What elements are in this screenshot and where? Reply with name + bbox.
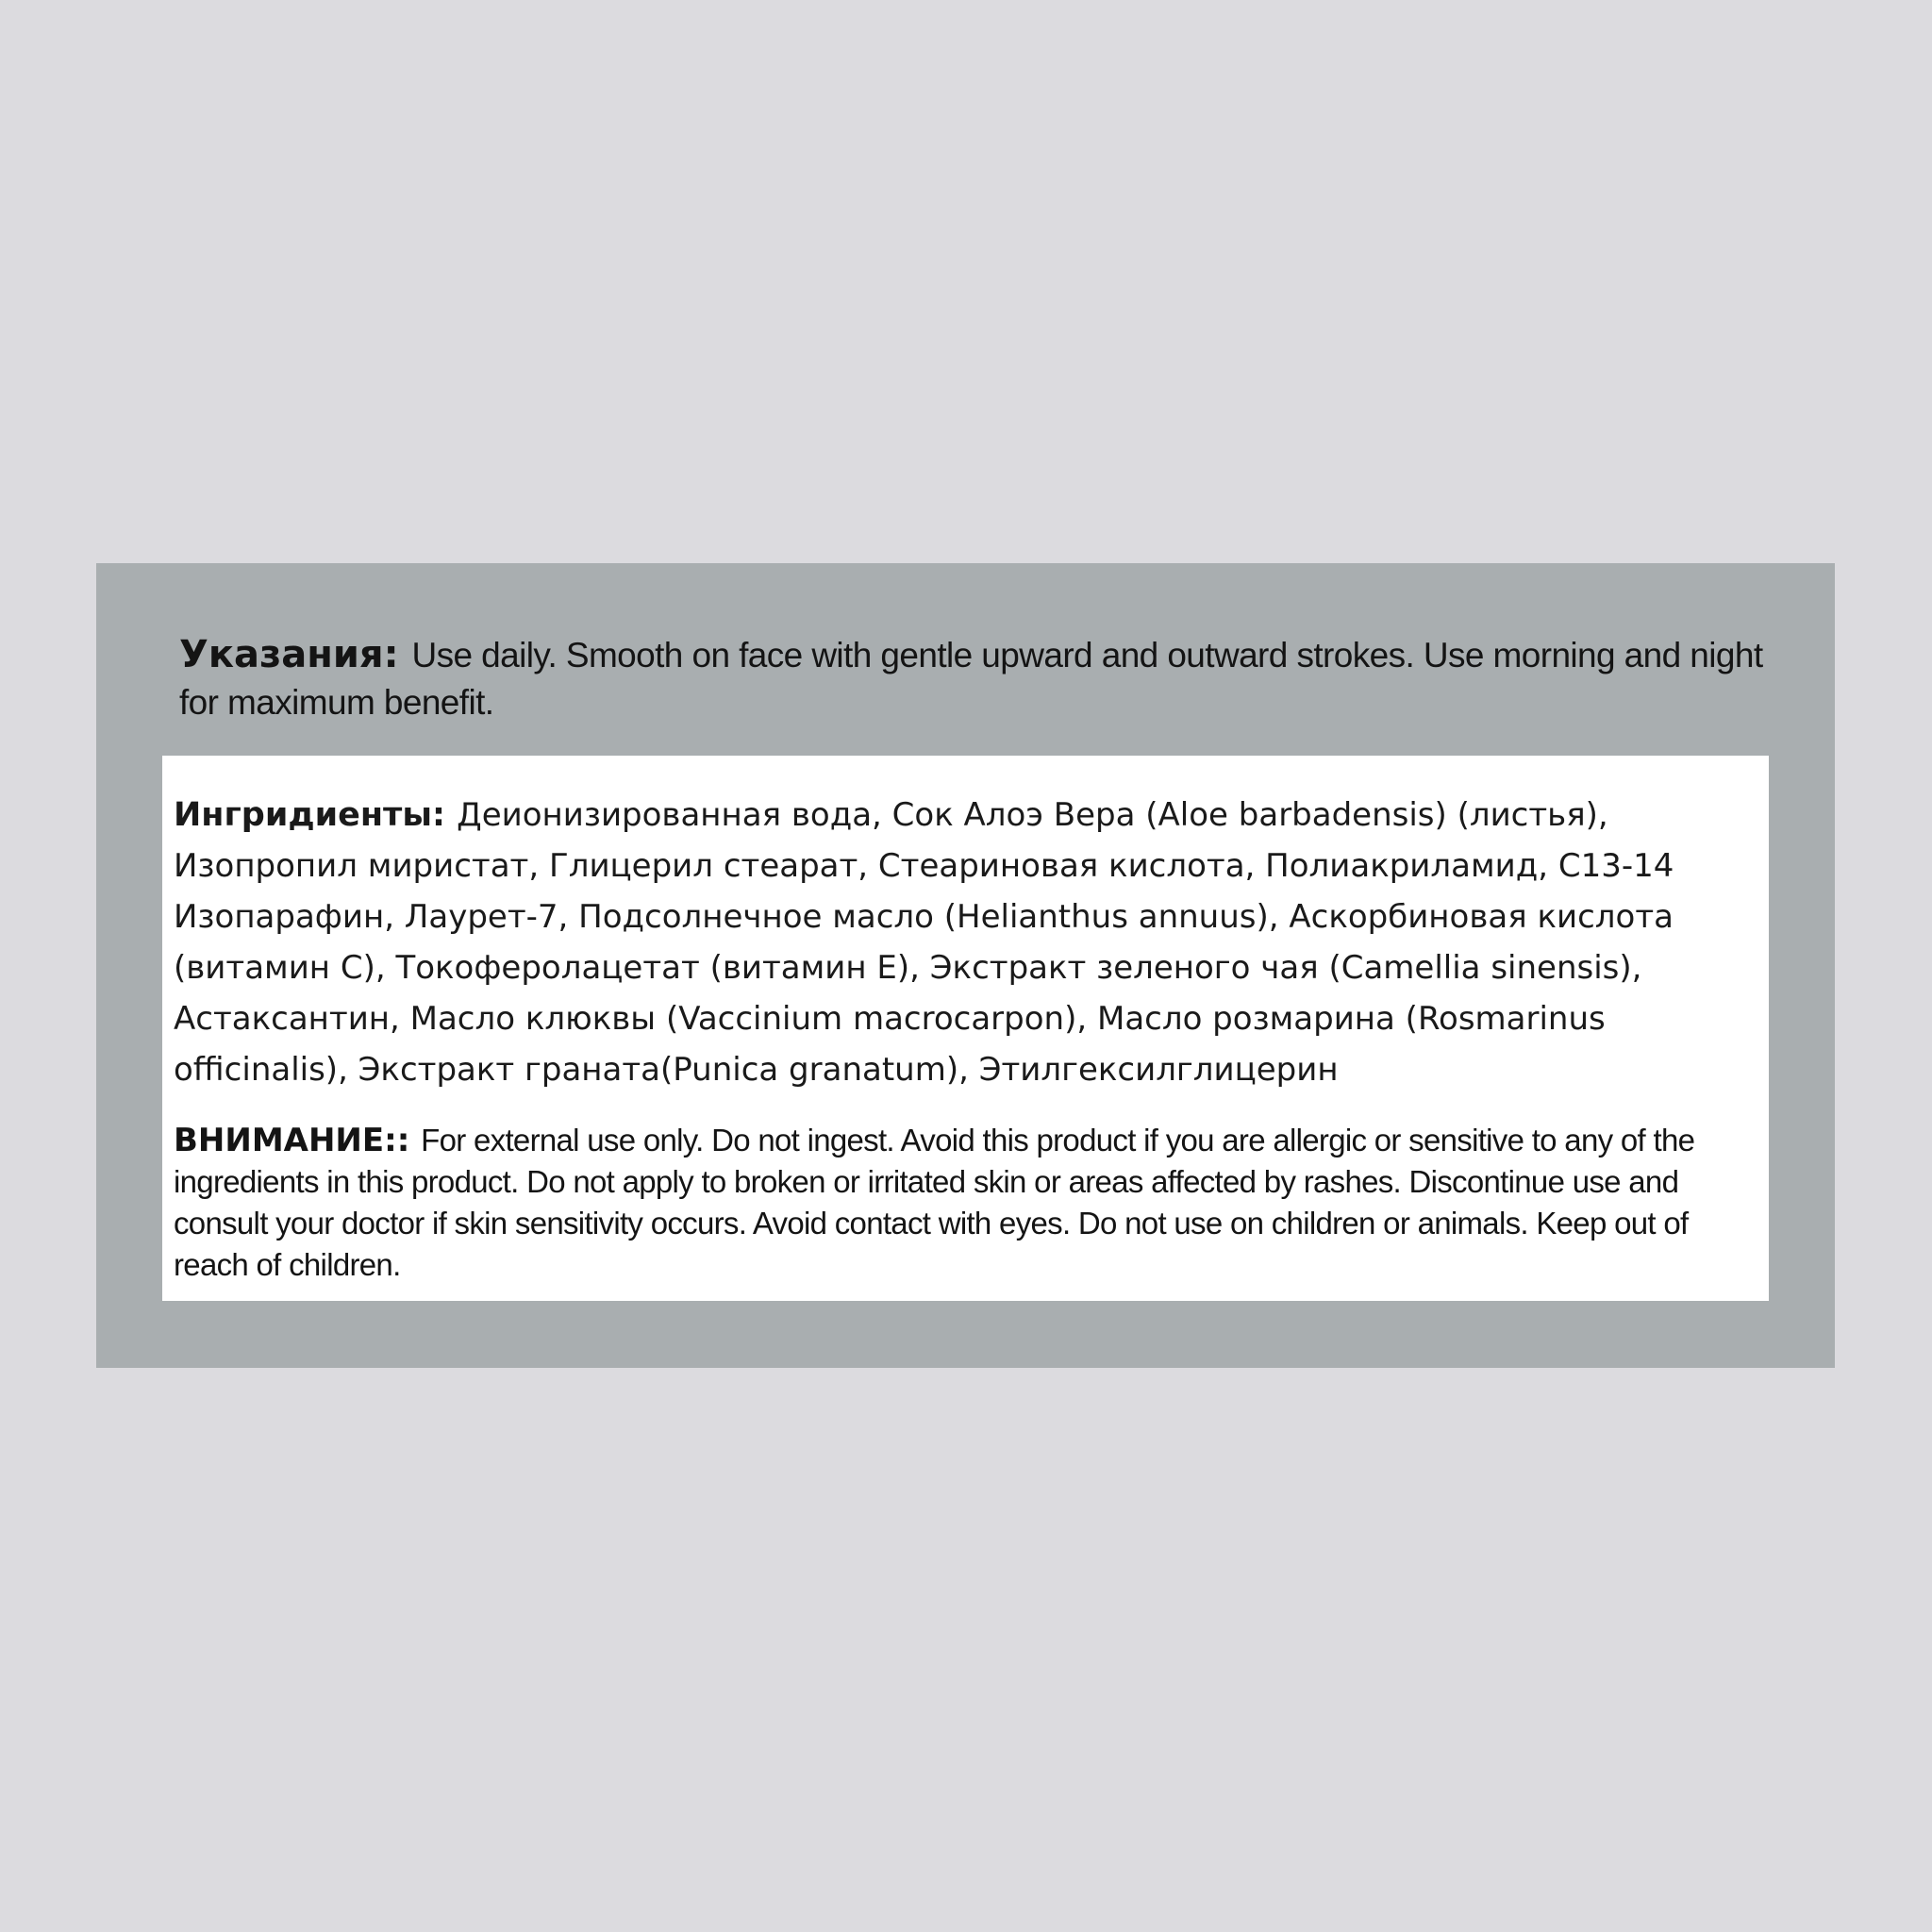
ingredients-warning-box: [162, 756, 1769, 1301]
directions-label: Указания:: [179, 633, 412, 676]
directions-text: Use daily. Smooth on face with gentle upward and outward strokes. Use morning and night for maximum benefit.: [179, 636, 1763, 722]
ingredients-section: [174, 790, 1758, 1095]
ingredients-text: Деионизированная вода, Сок Алоэ Вера (Aloe barbadensis) (листья), Изопропил миристат, Глицерил стеарат, Стеариновая кислота, Полиакриламид, C13-14 Изопарафин, Лаурет-7, Подсолнечное масло (Helianthus annuus), Аскорбиновая кислота (витамин C), Токоферолацетат (витамин E), Экстракт зеленого чая (Camellia sinensis), Астаксантин, Масло клюквы (Vaccinium macrocarpon), Масло розмарина (Rosmarinus officinalis), Экстракт граната(Punica granatum), Этилгексилглицерин: [174, 796, 1674, 1089]
directions-section: [179, 631, 1783, 726]
warning-text: For external use only. Do not ingest. Avoid this product if you are allergic or sensitive to any of the ingredients in this product. Do not apply to broken or irritated skin or areas affected by rashes. Discontinue use and consult your doctor if skin sensitivity occurs. Avoid contact with eyes. Do not use on children or animals. Keep out of reach of children.: [174, 1123, 1695, 1282]
label-panel: [96, 563, 1835, 1368]
warning-section: [174, 1120, 1758, 1286]
warning-label: ВНИМАНИЕ::: [174, 1122, 422, 1159]
ingredients-label: Ингридиенты:: [174, 796, 458, 834]
